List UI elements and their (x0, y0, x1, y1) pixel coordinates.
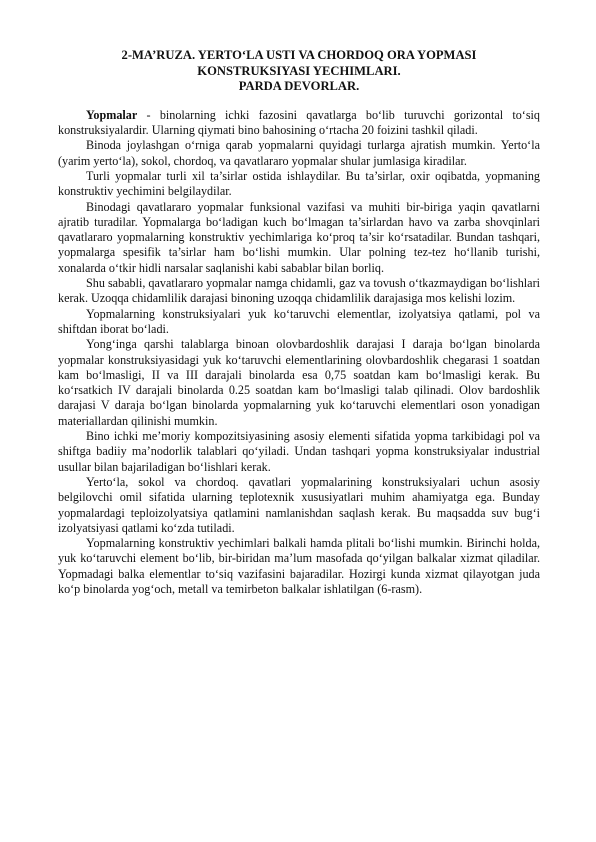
lecture-title (58, 48, 540, 95)
paragraph-10 (58, 536, 540, 597)
title-line-3: PARDA DEVORLAR. (238, 79, 360, 94)
paragraph-8 (58, 429, 540, 475)
paragraph-5 (58, 276, 540, 307)
title-line-2: KONSTRUKSIYASI YECHIMLARI. (197, 63, 401, 78)
body-text (58, 108, 540, 598)
term-yopmalar: Yopmalar (86, 107, 138, 122)
paragraph-text: Shu sababli, qavatlararo yopmalar namga chidamli, gaz va tovush o‘tkazmaydigan bo‘lishlari kerak. Uzoqqa chidamlilik darajasi binoning uzoqqa chidamlilik darajasiga mos kelishi lozim. (58, 276, 540, 306)
paragraph-text: Binodagi qavatlararo yopmalar funksional vazifasi va muhiti bir-biriga yaqin qavatlarni ajratib turadilar. Yopmalarga bo‘ladigan kuch bo‘lmagan ta’sirlardan havo va zarba shovqinlari qavatlararo yopmalarning konstruktiv yechimlariga ko‘proq ta’sir ko‘rsatadilar. Bundan tashqari, yopmalarga spesifik ta’sirlar ham bo‘lishi mumkin. Ular polning tez-tez ho‘llanib turishi, xonalarda o‘tkir hidli narsalar saqlanishi kabi sabablar bilan borliq. (58, 199, 540, 275)
paragraph-2 (58, 138, 540, 169)
paragraph-text: Turli yopmalar turli xil ta’sirlar ostida ishlaydilar. Bu ta’sirlar, oxir oqibatda, yopmaning konstruktiv yechimini belgilaydilar. (58, 168, 540, 199)
paragraph-text: Bino ichki me’moriy kompozitsiyasining asosiy elementi sifatida yopma tarkibidagi pol va shiftga badiiy ma’nodorlik talablari qo‘yiladi. Undan tashqari yopma konstruksiyalar industrial usullar bilan bajariladigan bo‘lishlari kerak. (58, 429, 540, 474)
paragraph-4 (58, 200, 540, 276)
paragraph-1 (58, 108, 540, 139)
paragraph-text: - binolarning ichki fazosini qavatlarga bo‘lib turuvchi gorizontal to‘siq konstruksiyalardir. Ularning qiymati bino bahosining o‘rtacha 20 foizini tashkil qiladi. (58, 107, 540, 138)
title-line-1: 2-MA’RUZA. YERTO‘LA USTI VA CHORDOQ ORA YOPMASI (121, 48, 477, 62)
paragraph-text: Yong‘inga qarshi talablarga binoan olovbardoshlik darajasi I daraja bo‘lgan binolarda yopmalar konstruksiyasidagi yuk ko‘taruvchi elementlarining olovbardoshlik chegarasi 1 soatdan kam bo‘lmasligi, II va III darajali binolarda esa 0,75 soatdan kam bo‘lmasligi kerak. Bu ko‘rsatkich IV darajali binolarda 0.25 soatdan kam bo‘lmasligi talab qilinadi. Olov bardoshlik darajasi V daraja bo‘lgan binolarda yopmalarning yuk ko‘taruvchi elementlari oson yonadigan materiallardan qilinishi mumkin. (58, 337, 540, 428)
paragraph-6 (58, 307, 540, 338)
paragraph-text: Yopmalarning konstruktiv yechimlari balkali hamda plitali bo‘lishi mumkin. Birinchi holda, yuk ko‘taruvchi element bo‘lib, bir-biridan ma’lum masofada qo‘yilgan balkalar xizmat qiladilar. Yopmadagi balka elementlar to‘siq vazifasini bajaradilar. Hozirgi kunda xizmat qilayotgan juda ko‘p binolarda yog‘och, metall va temirbeton balkalar ishlatilgan (6-rasm). (58, 536, 540, 596)
paragraph-text: Yerto‘la, sokol va chordoq. qavatlari yopmalarining konstruksiyalari uchun asosiy belgilovchi omil sifatida ularning teplotexnik xususiyatlari muhim ahamiyatga ega. Bunday yopmalardagi teploizolyatsiya qatlamini namlanishdan saqlash kerak. Bu maqsadda suv bug‘i izolyatsiyasi qatlami ko‘zda tutiladi. (58, 474, 540, 535)
paragraph-3 (58, 169, 540, 200)
paragraph-text: Binoda joylashgan o‘rniga qarab yopmalarni quyidagi turlarga ajratish mumkin. Yerto‘la (yarim yerto‘la), sokol, chordoq, va qavatlararo yopmalar shular jumlasiga kiradilar. (58, 138, 540, 168)
paragraph-text: Yopmalarning konstruksiyalari yuk ko‘taruvchi elementlar, izolyatsiya qatlami, pol va shiftdan iborat bo‘ladi. (58, 306, 540, 336)
paragraph-9 (58, 475, 540, 536)
paragraph-7 (58, 337, 540, 429)
